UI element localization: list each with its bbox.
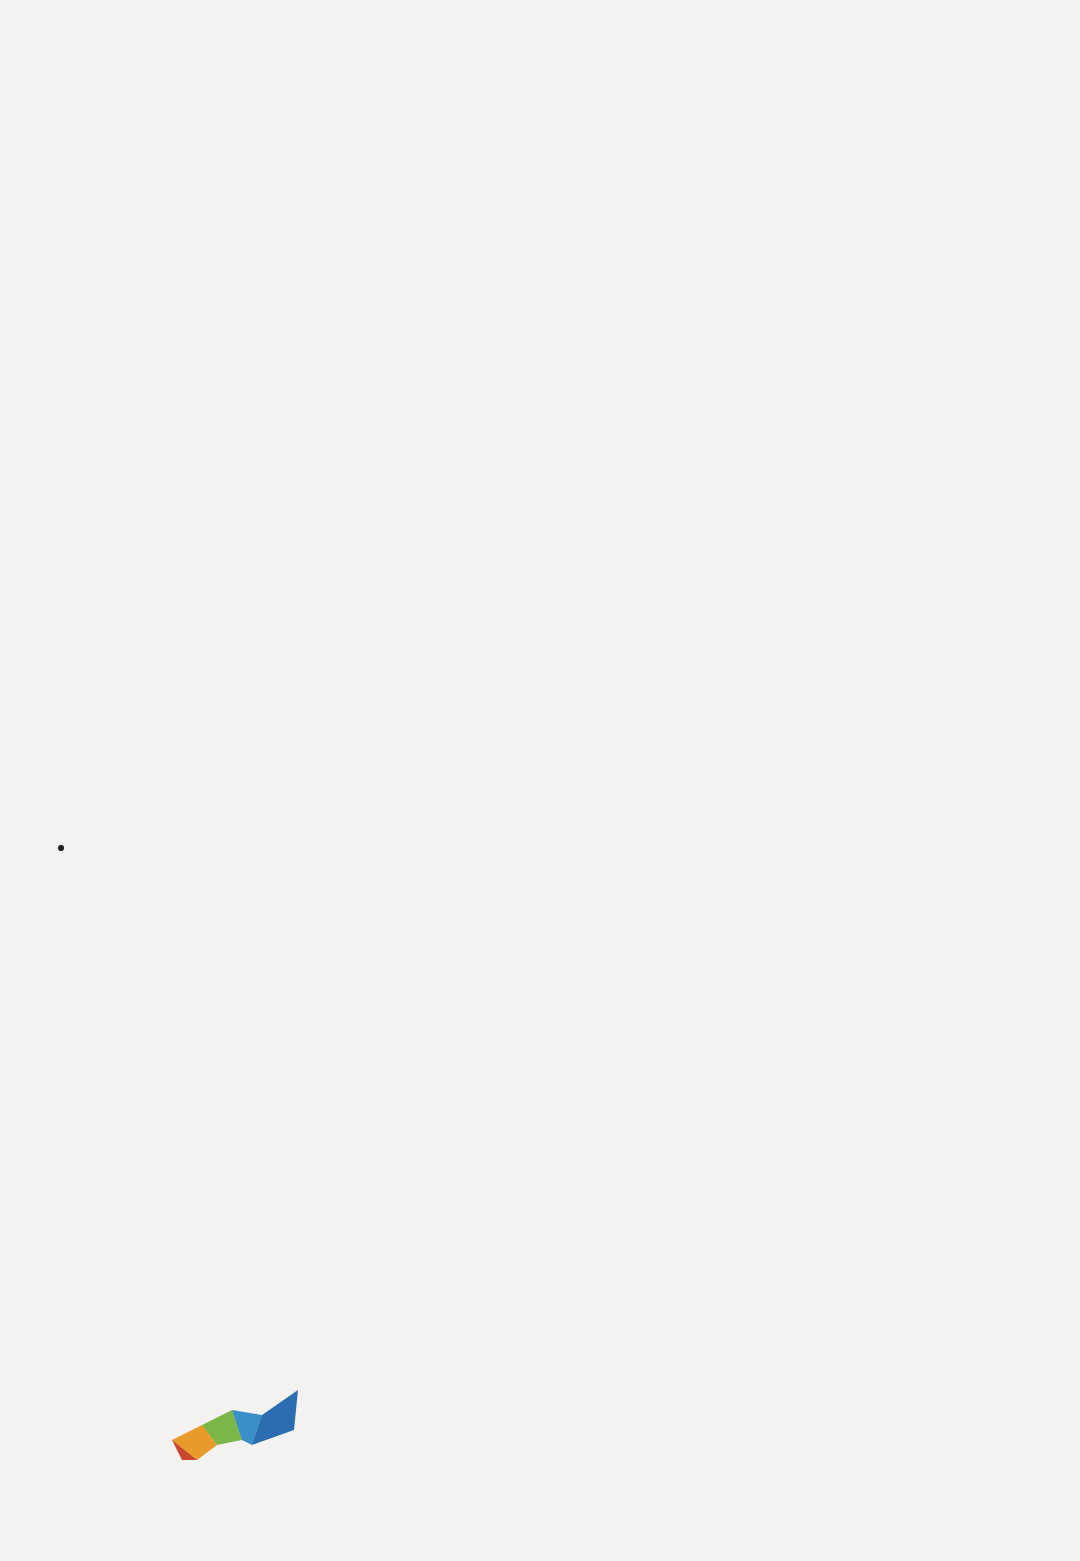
pencils-bottom-decoration [0, 1310, 1080, 1561]
paragraph-non-residents [20, 1239, 1072, 1264]
fism-logo-icon [172, 1385, 312, 1485]
school-logo-arc [600, 150, 990, 380]
